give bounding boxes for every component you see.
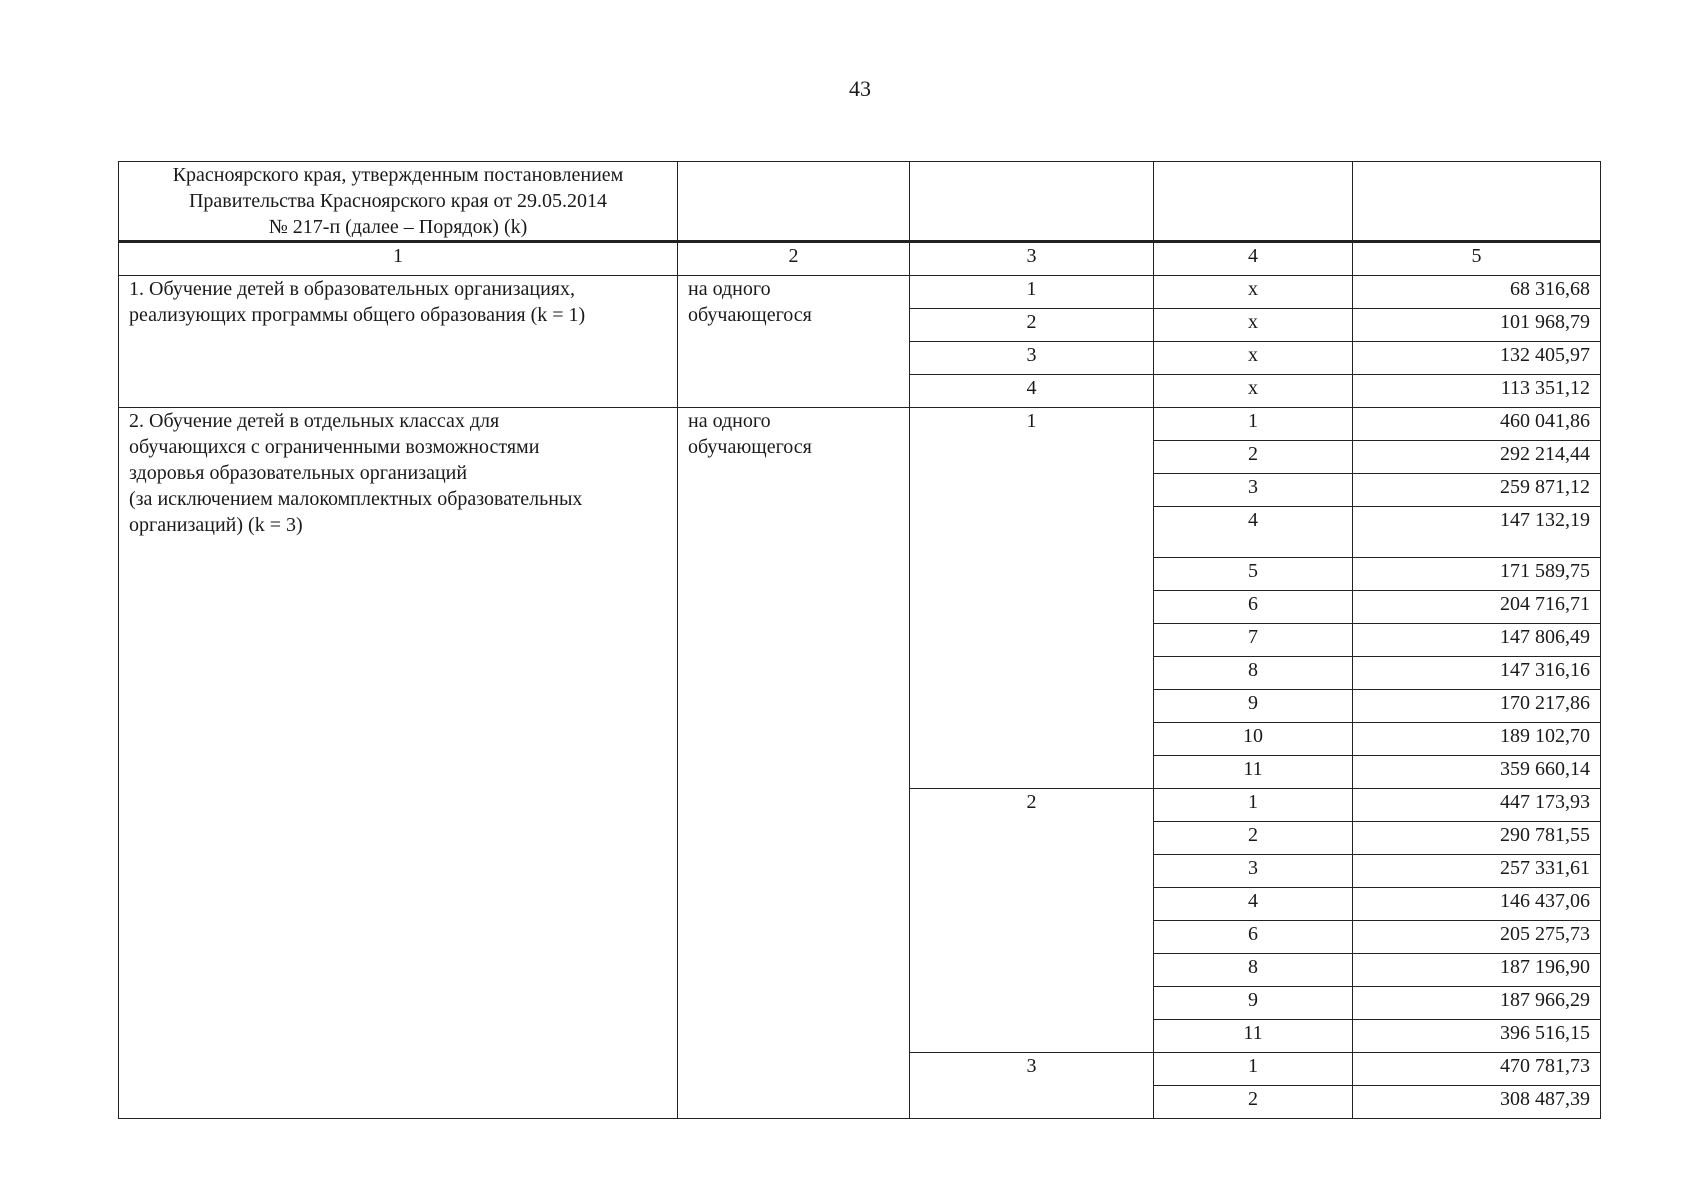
section2-amount: 170 217,86: [1353, 690, 1601, 723]
section2-c4: 3: [1154, 474, 1353, 507]
section2-c4: 9: [1154, 987, 1353, 1020]
section2-group1-c3: 1: [910, 408, 1154, 789]
section2-amount: 147 806,49: [1353, 624, 1601, 657]
section1-c4: х: [1154, 309, 1353, 342]
section1-description: 1. Обучение детей в образовательных организациях, реализующих программы общего образования (k = 1): [119, 276, 678, 408]
section2-c4: 10: [1154, 723, 1353, 756]
section2-c4: 4: [1154, 507, 1353, 558]
section1-c3: 4: [910, 375, 1154, 408]
section2-amount: 146 437,06: [1353, 888, 1601, 921]
header-cell-empty: [1353, 162, 1601, 242]
section2-amount: 204 716,71: [1353, 591, 1601, 624]
section2-c4: 1: [1154, 1053, 1353, 1086]
section1-c4: х: [1154, 342, 1353, 375]
column-number: 3: [910, 242, 1154, 276]
section2-amount: 187 196,90: [1353, 954, 1601, 987]
section2-c4: 1: [1154, 789, 1353, 822]
section2-amount: 147 316,16: [1353, 657, 1601, 690]
section1-c3: 2: [910, 309, 1154, 342]
section2-c4: 11: [1154, 756, 1353, 789]
section2-c4: 3: [1154, 855, 1353, 888]
table-row: [119, 276, 1601, 309]
section2-c4: 11: [1154, 1020, 1353, 1053]
section1-amount: 132 405,97: [1353, 342, 1601, 375]
section1-c3: 1: [910, 276, 1154, 309]
column-number-row: [119, 242, 1601, 276]
section1-c3: 3: [910, 342, 1154, 375]
section1-amount: 113 351,12: [1353, 375, 1601, 408]
section2-c4: 9: [1154, 690, 1353, 723]
section1-c4: х: [1154, 276, 1353, 309]
section2-amount: 359 660,14: [1353, 756, 1601, 789]
section2-amount: 189 102,70: [1353, 723, 1601, 756]
section2-c4: 5: [1154, 558, 1353, 591]
section2-c4: 1: [1154, 408, 1353, 441]
section2-amount: 308 487,39: [1353, 1086, 1601, 1119]
section2-unit: на одного обучающегося: [678, 408, 910, 1119]
section2-c4: 7: [1154, 624, 1353, 657]
section2-amount: 171 589,75: [1353, 558, 1601, 591]
page-number: 43: [849, 76, 871, 101]
section2-amount: 396 516,15: [1353, 1020, 1601, 1053]
header-cell-order-reference: Красноярского края, утвержденным постановлением Правительства Красноярского края от 29.05.2014 № 217-п (далее – Порядок) (k): [119, 162, 678, 242]
header-cell-empty: [910, 162, 1154, 242]
section1-unit: на одного обучающегося: [678, 276, 910, 408]
section2-amount: 187 966,29: [1353, 987, 1601, 1020]
section2-c4: 2: [1154, 822, 1353, 855]
section1-amount: 68 316,68: [1353, 276, 1601, 309]
cost-norms-table: [118, 161, 1601, 1119]
section2-group3-c3: 3: [910, 1053, 1154, 1119]
section2-amount: 290 781,55: [1353, 822, 1601, 855]
section2-c4: 6: [1154, 921, 1353, 954]
table-row: [119, 408, 1601, 441]
section2-amount: 447 173,93: [1353, 789, 1601, 822]
section2-amount: 470 781,73: [1353, 1053, 1601, 1086]
section1-amount: 101 968,79: [1353, 309, 1601, 342]
section2-description: 2. Обучение детей в отдельных классах для обучающихся с ограниченными возможностями здоровья образовательных организаций (за исключением малокомплектных образовательных организаций) (k = 3): [119, 408, 678, 1119]
section1-c4: х: [1154, 375, 1353, 408]
header-cell-empty: [678, 162, 910, 242]
section2-group2-c3: 2: [910, 789, 1154, 1053]
section2-c4: 8: [1154, 954, 1353, 987]
section2-c4: 8: [1154, 657, 1353, 690]
section2-c4: 2: [1154, 441, 1353, 474]
section2-amount: 460 041,86: [1353, 408, 1601, 441]
table-header-row: [119, 162, 1601, 242]
section2-amount: 147 132,19: [1353, 507, 1601, 558]
column-number: 5: [1353, 242, 1601, 276]
column-number: 1: [119, 242, 678, 276]
section2-amount: 205 275,73: [1353, 921, 1601, 954]
section2-c4: 6: [1154, 591, 1353, 624]
column-number: 2: [678, 242, 910, 276]
column-number: 4: [1154, 242, 1353, 276]
section2-amount: 292 214,44: [1353, 441, 1601, 474]
section2-c4: 4: [1154, 888, 1353, 921]
section2-c4: 2: [1154, 1086, 1353, 1119]
header-cell-empty: [1154, 162, 1353, 242]
section2-amount: 259 871,12: [1353, 474, 1601, 507]
section2-amount: 257 331,61: [1353, 855, 1601, 888]
